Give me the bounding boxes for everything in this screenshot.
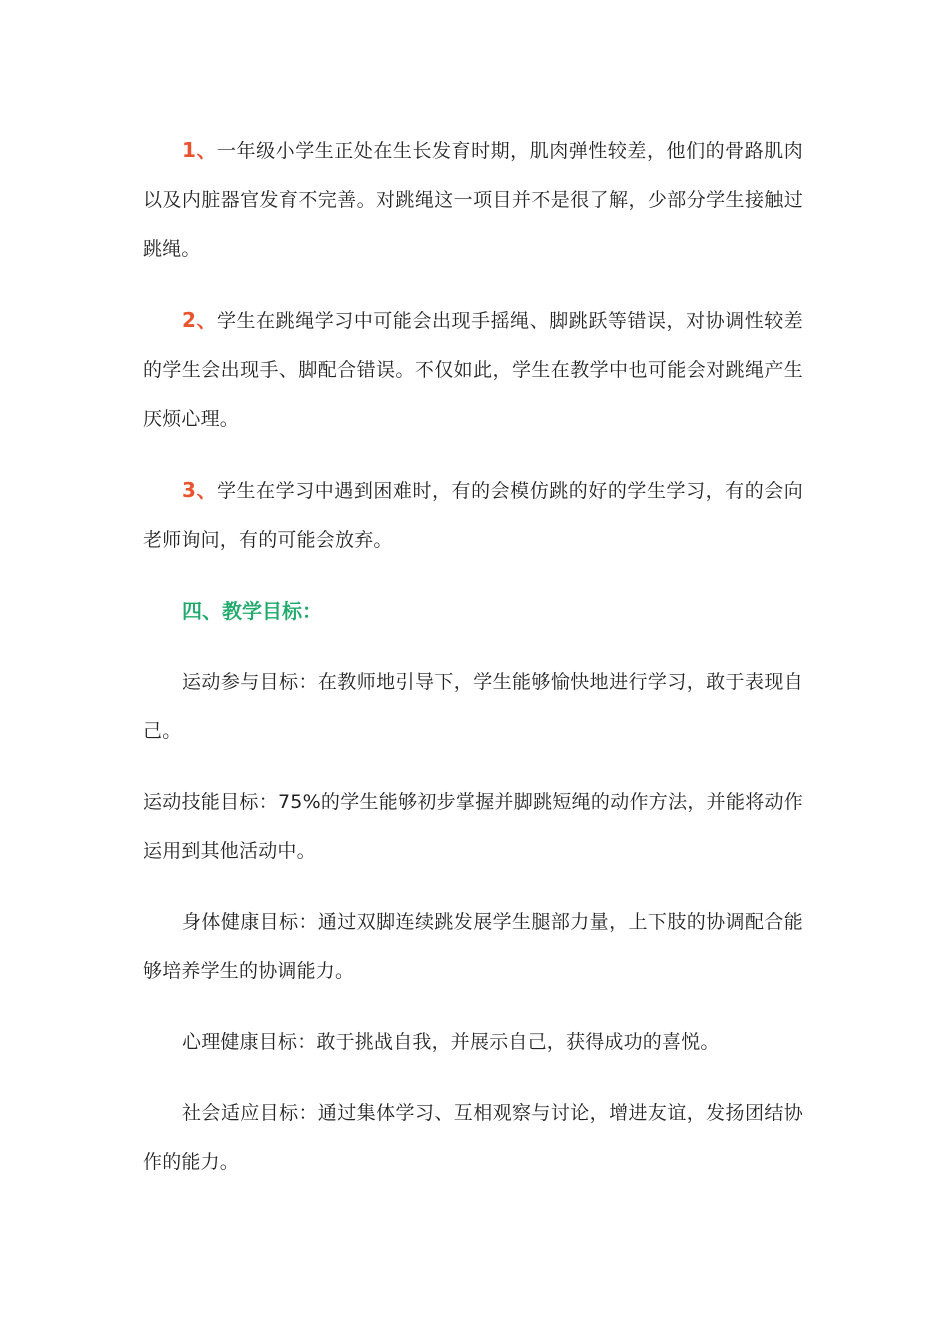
item-number: 3、 [182,478,218,502]
item-text: 学生在跳绳学习中可能会出现手摇绳、脚跳跃等错误，对协调性较差的学生会出现手、脚配合错误。不仅如此，学生在教学中也可能会对跳绳产生厌烦心理。 [143,310,803,430]
section-heading-goals: 四、教学目标： [182,599,322,623]
goal-physical-health: 身体健康目标：通过双脚连续跳发展学生腿部力量，上下肢的协调配合能够培养学生的协调能力。 [143,911,803,982]
item-number: 1、 [182,138,218,162]
goal-skill: 运动技能目标：75%的学生能够初步掌握并脚跳短绳的动作方法，并能将动作运用到其他活动中。 [143,791,803,862]
item-text: 一年级小学生正处在生长发育时期，肌肉弹性较差，他们的骨路肌肉以及内脏器官发育不完善。对跳绳这一项目并不是很了解，少部分学生接触过跳绳。 [143,140,803,260]
document-page [143,126,803,1187]
goal-social-adaptation: 社会适应目标：通过集体学习、互相观察与讨论，增进友谊，发扬团结协作的能力。 [143,1102,803,1173]
goal-mental-health: 心理健康目标：敢于挑战自我，并展示自己，获得成功的喜悦。 [182,1031,720,1053]
analysis-item-3 [143,466,803,565]
analysis-item-1 [143,126,803,274]
item-text: 学生在学习中遇到困难时，有的会模仿跳的好的学生学习，有的会向老师询问，有的可能会放弃。 [143,480,803,551]
item-number: 2、 [182,308,218,332]
analysis-item-2 [143,296,803,444]
goal-participation: 运动参与目标：在教师地引导下，学生能够愉快地进行学习，敢于表现自己。 [143,671,803,742]
